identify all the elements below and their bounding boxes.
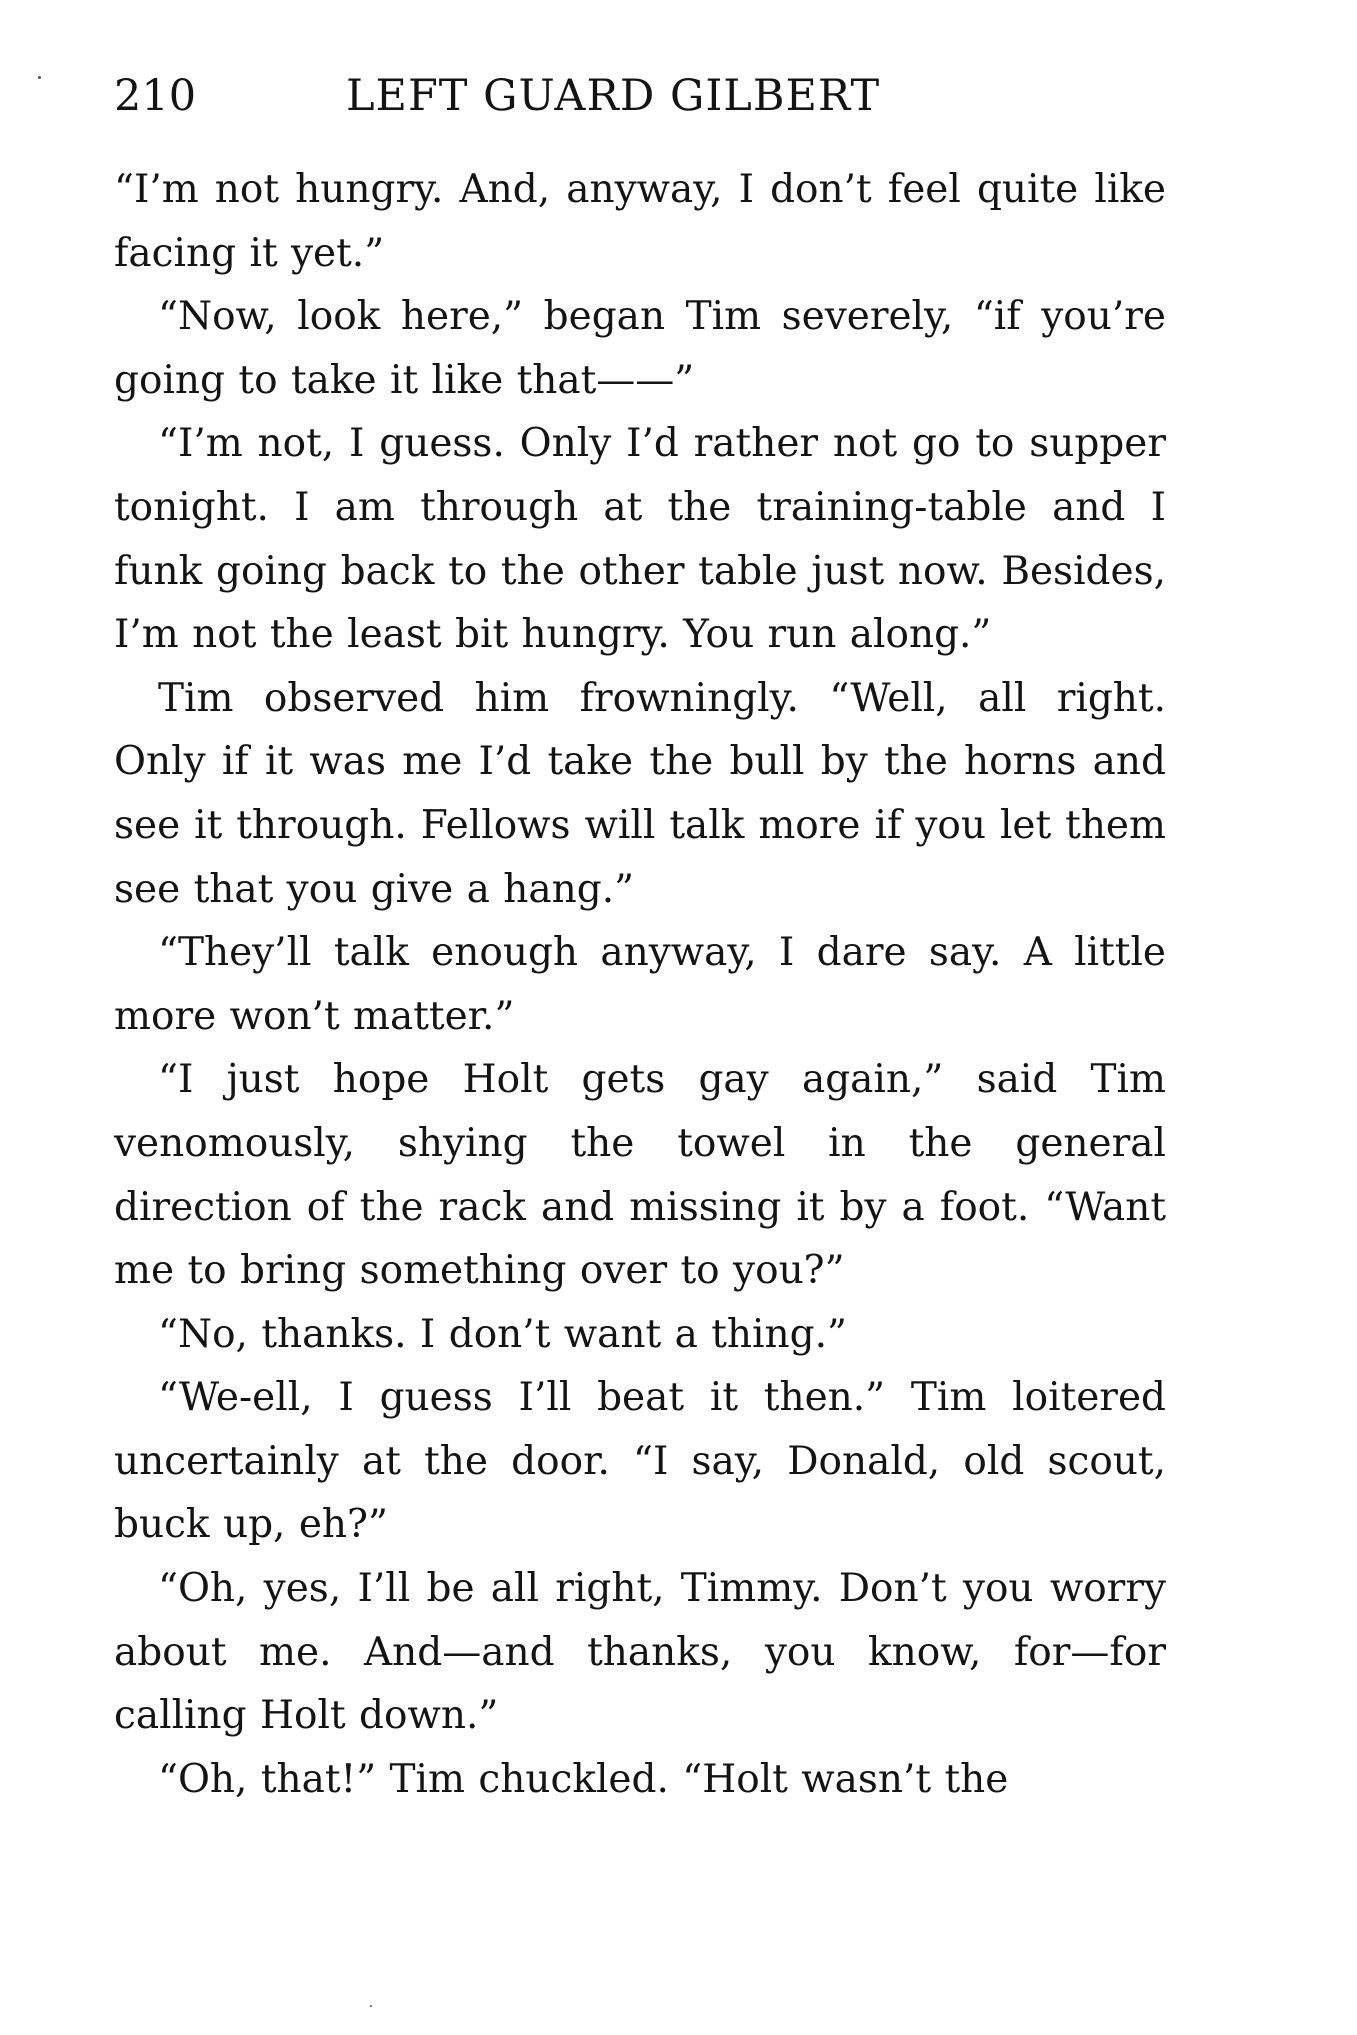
paragraph: “No, thanks. I don’t want a thing.”	[158, 1311, 847, 1357]
paragraph: “Oh, that!” Tim chuckled. “Holt wasn’t the	[158, 1756, 1009, 1802]
paragraph: Tim observed him frowningly. “Well, all right. Only if it was me I’d take the bull by the horns and see it through. Fellows will talk more if you let them see that you give a hang.”	[114, 675, 1166, 912]
print-speck	[370, 2005, 372, 2007]
page-header	[114, 66, 1174, 126]
print-speck	[38, 76, 41, 79]
paragraph: “Oh, yes, I’ll be all right, Timmy. Don’t you worry about me. And—and thanks, you know, for—for calling Holt down.”	[114, 1566, 1166, 1739]
paragraph: “I’m not, I guess. Only I’d rather not go to supper tonight. I am through at the training-table and I funk going back to the other table just now. Besides, I’m not the least bit hungry. You run along.”	[114, 421, 1166, 658]
paragraph: “We-ell, I guess I’ll beat it then.” Tim loitered uncertainly at the door. “I say, Donald, old scout, buck up, eh?”	[114, 1375, 1166, 1548]
paragraph: “They’ll talk enough anyway, I dare say. A little more won’t matter.”	[114, 930, 1166, 1039]
paragraph: “I just hope Holt gets gay again,” said Tim venomously, shying the towel in the general direction of the rack and missing it by a foot. “Want me to bring something over to you?”	[114, 1057, 1166, 1294]
paragraph: “I’m not hungry. And, anyway, I don’t feel quite like facing it yet.”	[114, 167, 1166, 276]
body-text	[114, 158, 1166, 1811]
paragraph: “Now, look here,” began Tim severely, “if you’re going to take it like that——”	[114, 294, 1166, 403]
page-number: 210	[114, 71, 197, 121]
running-title: LEFT GUARD GILBERT	[346, 71, 881, 121]
